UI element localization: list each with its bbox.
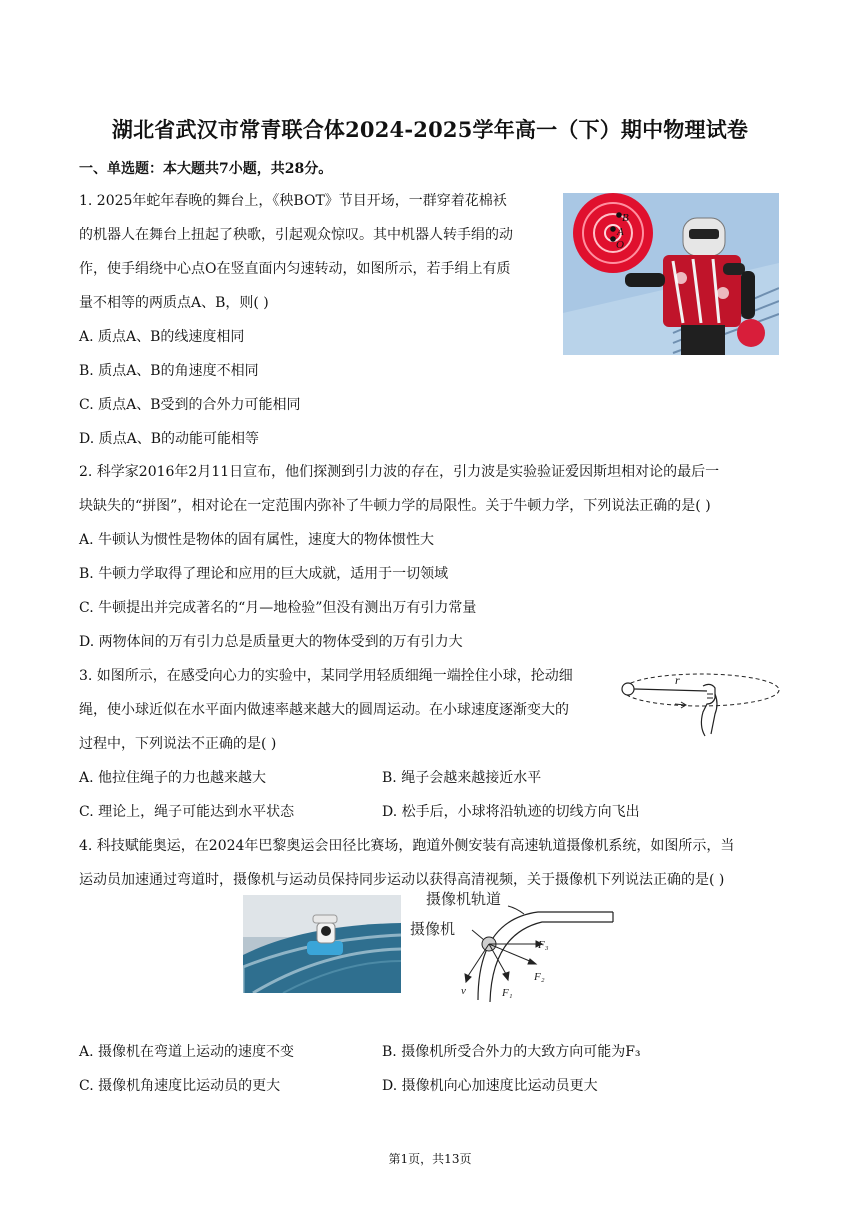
section-heading: 一、单选题：本大题共7小题，共28分。	[79, 161, 333, 177]
robot-handkerchief-photo	[563, 193, 779, 355]
q3-option-b: B. 绳子会越来越接近水平	[382, 770, 542, 786]
label-f3: F₃	[538, 939, 549, 951]
page-footer: 第1页，共13页	[388, 1152, 472, 1166]
q1-line-4: 量不相等的两质点A、B，则( )	[79, 295, 269, 311]
q3-option-c: C. 理论上，绳子可能达到水平状态	[79, 804, 295, 820]
q4-line-1: 4. 科技赋能奥运，在2024年巴黎奥运会田径比赛场，跑道外侧安装有高速轨道摄像机系统，如图所示，当	[79, 838, 735, 854]
q4-option-d: D. 摄像机向心加速度比运动员更大	[382, 1078, 598, 1094]
label-o: O	[616, 239, 624, 251]
q3-option-d: D. 松手后，小球将沿轨迹的切线方向飞出	[382, 804, 640, 820]
label-r: r	[675, 673, 680, 687]
q1-line-1: 1. 2025年蛇年春晚的舞台上，《秧BOT》节目开场，一群穿着花棉袄	[79, 193, 507, 209]
page-title: 湖北省武汉市常青联合体2024-2025学年高一（下）期中物理试卷	[111, 117, 749, 142]
q2-option-b: B. 牛顿力学取得了理论和应用的巨大成就，适用于一切领域	[79, 566, 449, 582]
label-track: 摄像机轨道	[426, 891, 502, 908]
ball-string-diagram	[615, 664, 785, 740]
track-camera-photo	[243, 895, 401, 993]
q3-line-1: 3. 如图所示，在感受向心力的实验中，某同学用轻质细绳一端拴住小球，抡动细	[79, 668, 573, 684]
label-f1: F₁	[502, 987, 513, 999]
q2-line-2: 块缺失的“拼图”，相对论在一定范围内弥补了牛顿力学的局限性。关于牛顿力学，下列说法正确的是( )	[79, 498, 711, 514]
force-diagram	[408, 890, 618, 1008]
q4-line-2: 运动员加速通过弯道时，摄像机与运动员保持同步运动以获得高清视频，关于摄像机下列说法正确的是( )	[79, 872, 725, 888]
q1-option-a: A. 质点A、B的线速度相同	[79, 329, 245, 345]
q1-line-3: 作，使手绢绕中心点O在竖直面内匀速转动，如图所示，若手绢上有质	[79, 261, 511, 277]
q3-option-a: A. 他拉住绳子的力也越来越大	[79, 770, 267, 786]
q2-option-a: A. 牛顿认为惯性是物体的固有属性，速度大的物体惯性大	[79, 532, 435, 548]
label-v: v	[461, 985, 466, 997]
label-a: A	[617, 226, 624, 238]
q4-option-c: C. 摄像机角速度比运动员的更大	[79, 1078, 281, 1094]
q2-option-d: D. 两物体间的万有引力总是质量更大的物体受到的万有引力大	[79, 634, 463, 650]
q1-option-d: D. 质点A、B的动能可能相等	[79, 431, 260, 447]
q2-line-1: 2. 科学家2016年2月11日宣布，他们探测到引力波的存在，引力波是实验验证爱因斯坦相对论的最后一	[79, 464, 720, 480]
label-b: B	[622, 212, 629, 224]
q2-option-c: C. 牛顿提出并完成著名的“月—地检验”但没有测出万有引力常量	[79, 600, 477, 616]
q3-line-2: 绳，使小球近似在水平面内做速率越来越大的圆周运动。在小球速度逐渐变大的	[79, 702, 569, 718]
q3-line-3: 过程中，下列说法不正确的是( )	[79, 736, 277, 752]
q4-option-b: B. 摄像机所受合外力的大致方向可能为F₃	[382, 1044, 641, 1060]
q1-line-2: 的机器人在舞台上扭起了秧歌，引起观众惊叹。其中机器人转手绢的动	[79, 227, 513, 243]
label-camera: 摄像机	[410, 921, 456, 938]
q1-option-c: C. 质点A、B受到的合外力可能相同	[79, 397, 301, 413]
q1-option-b: B. 质点A、B的角速度不相同	[79, 363, 259, 379]
label-f2: F₂	[534, 971, 545, 983]
q4-option-a: A. 摄像机在弯道上运动的速度不变	[79, 1044, 295, 1060]
